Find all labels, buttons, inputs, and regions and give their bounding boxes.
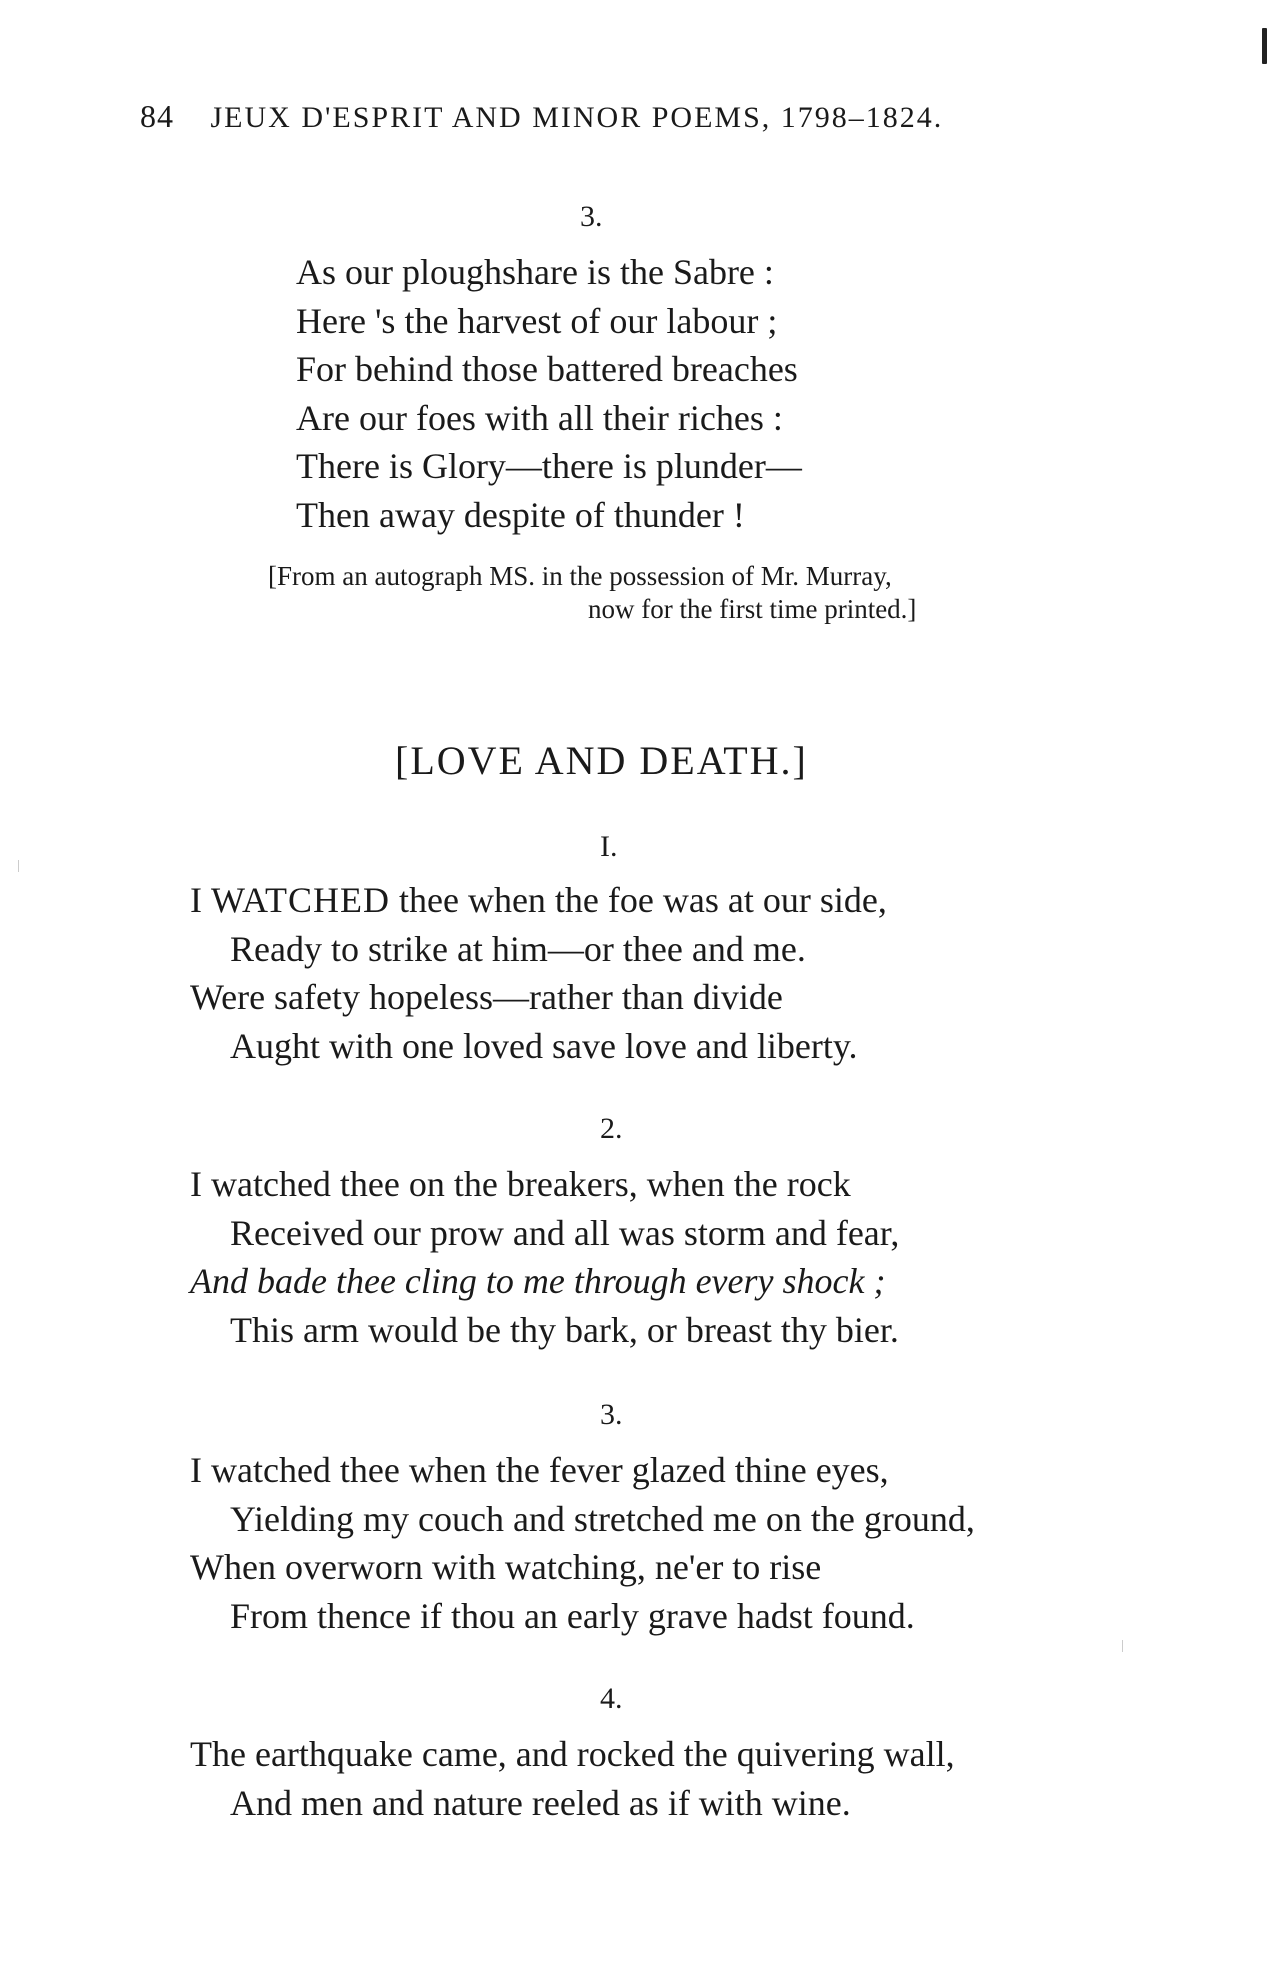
love-and-death-stanza-1 [190, 876, 887, 1070]
love-and-death-stanza-2 [190, 1160, 899, 1354]
small-caps-word: WATCHED [211, 880, 390, 920]
verse-rest: thee when the foe was at our side, [389, 880, 887, 920]
verse-line: Ready to strike at him—or thee and me. [230, 928, 806, 969]
verse-line: Here 's the harvest of our labour ; [296, 300, 778, 341]
verse-line: The earthquake came, and rocked the quivering wall, [190, 1734, 955, 1774]
stanza-number: I. [600, 830, 618, 863]
verse-line: From thence if thou an early grave hadst found. [230, 1595, 915, 1636]
poem-title: [LOVE AND DEATH.] [395, 738, 808, 783]
verse-line: As our ploughshare is the Sabre : [296, 252, 774, 292]
verse-line [190, 876, 887, 925]
source-note-line: now for the first time printed.] [588, 594, 917, 624]
margin-speck [1122, 1640, 1123, 1652]
love-and-death-stanza-4 [190, 1730, 955, 1827]
verse-lead: I [190, 880, 211, 920]
page-number: 84 [140, 98, 174, 134]
verse-line: And bade thee cling to me through every shock ; [190, 1261, 886, 1301]
running-header [140, 98, 943, 135]
verse-line: Then away despite of thunder ! [296, 494, 745, 535]
love-and-death-stanza-3 [190, 1446, 975, 1640]
stanza-number: 3. [580, 200, 603, 233]
verse-line: Were safety hopeless—rather than divide [190, 977, 783, 1017]
stanza-number: 4. [600, 1682, 623, 1715]
margin-mark [1262, 28, 1267, 64]
verse-line: For behind those battered breaches [296, 349, 798, 389]
verse-line: Are our foes with all their riches : [296, 397, 783, 438]
first-poem-stanza [296, 248, 802, 539]
source-note [268, 560, 916, 626]
source-note-line: [From an autograph MS. in the possession of Mr. Murray, [268, 561, 892, 591]
verse-line: And men and nature reeled as if with wine. [230, 1782, 851, 1823]
verse-line: I watched thee on the breakers, when the rock [190, 1164, 851, 1204]
verse-line: I watched thee when the fever glazed thine eyes, [190, 1450, 889, 1490]
margin-speck [18, 860, 19, 872]
verse-line: Aught with one loved save love and liberty. [230, 1025, 858, 1066]
verse-line: There is Glory—there is plunder— [296, 446, 802, 486]
verse-line: When overworn with watching, ne'er to rise [190, 1547, 822, 1587]
stanza-number: 2. [600, 1112, 623, 1145]
stanza-number: 3. [600, 1398, 623, 1431]
verse-line: Received our prow and all was storm and fear, [230, 1212, 900, 1253]
verse-line: This arm would be thy bark, or breast thy bier. [230, 1309, 899, 1350]
running-title: JEUX D'ESPRIT AND MINOR POEMS, 1798–1824. [210, 101, 944, 134]
verse-line: Yielding my couch and stretched me on the ground, [230, 1498, 975, 1539]
